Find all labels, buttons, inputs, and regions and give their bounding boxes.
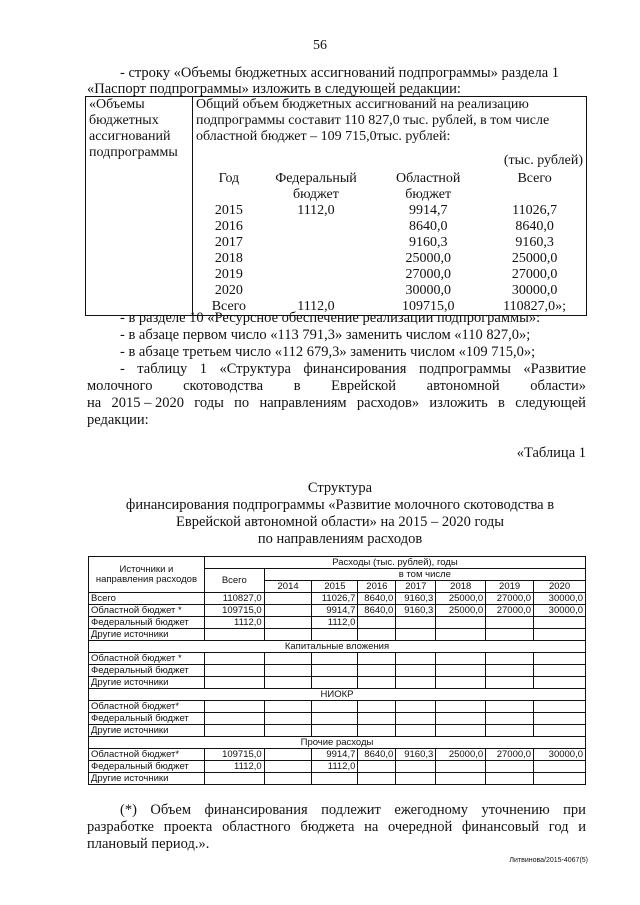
value-cell <box>264 665 312 677</box>
table-row <box>89 761 586 773</box>
word: - <box>120 361 125 377</box>
year-header: 2017 <box>396 581 436 593</box>
value-cell <box>486 761 534 773</box>
table-label: «Таблица 1 <box>516 445 586 461</box>
word: направлениям <box>259 395 347 411</box>
value-cell <box>358 761 396 773</box>
row-label: Федеральный бюджет <box>89 713 205 725</box>
value-cell <box>204 713 264 725</box>
word: «Развитие <box>523 361 586 377</box>
value-cell <box>534 761 586 773</box>
word: 2015 – 2020 <box>111 395 184 411</box>
word: в <box>498 395 505 411</box>
value-cell <box>534 701 586 713</box>
header-expenses: Расходы (тыс. рублей), годы <box>204 557 585 569</box>
word: бюджета <box>300 819 355 835</box>
passport-table <box>85 96 587 316</box>
value-cell: 9914,7 <box>312 605 358 617</box>
word: очередной <box>387 819 453 835</box>
passport-text-line: подпрограммы составит 110 827,0 тыс. рублей, в том числе <box>196 113 550 128</box>
passport-right-cell <box>193 97 587 316</box>
value-cell: 109715,0 <box>204 749 264 761</box>
change-line-5 <box>87 378 586 395</box>
passport-cell: 8640,0 <box>408 219 448 234</box>
value-cell <box>358 665 396 677</box>
word: год <box>548 819 569 835</box>
word: Объем <box>150 802 192 818</box>
value-cell <box>396 761 436 773</box>
table-row <box>89 677 586 689</box>
value-cell <box>312 773 358 785</box>
value-cell: 27000,0 <box>486 593 534 605</box>
value-cell <box>486 617 534 629</box>
value-cell: 9160,3 <box>396 605 436 617</box>
value-cell <box>486 725 534 737</box>
passport-cell: 110827,0»; <box>503 299 567 314</box>
passport-cell: 30000,0 <box>405 283 451 298</box>
value-cell <box>534 653 586 665</box>
value-cell <box>264 713 312 725</box>
value-cell <box>396 713 436 725</box>
table-row <box>89 629 586 641</box>
title-line-4: по направлениям расходов <box>257 531 423 547</box>
section-other: Прочие расходы <box>89 737 586 749</box>
passport-cell: 1112,0 <box>297 203 335 218</box>
row-label: Федеральный бюджет <box>89 617 205 629</box>
value-cell <box>312 665 358 677</box>
value-cell <box>436 701 486 713</box>
passport-row <box>196 219 583 235</box>
change-line-6 <box>87 395 586 412</box>
value-cell: 11026,7 <box>312 593 358 605</box>
word: ежегодному <box>394 802 469 818</box>
word: «Структура <box>219 361 291 377</box>
value-cell <box>436 773 486 785</box>
value-cell <box>264 749 312 761</box>
passport-unit: (тыс. рублей) <box>503 153 583 168</box>
word: молочного <box>87 378 153 394</box>
change-line-2: - в абзаце первом число «113 791,3» заменить числом «110 827,0»; <box>120 327 531 343</box>
value-cell: 9160,3 <box>396 749 436 761</box>
value-cell <box>396 701 436 713</box>
value-cell <box>312 701 358 713</box>
word: разработке <box>87 819 154 835</box>
value-cell <box>264 593 312 605</box>
passport-left-line: бюджетных <box>89 113 159 128</box>
passport-cell <box>262 251 370 267</box>
value-cell <box>534 773 586 785</box>
passport-cell: 2018 <box>214 251 243 266</box>
word: таблицу <box>137 361 188 377</box>
footnote-line-1 <box>120 802 586 819</box>
value-cell <box>358 713 396 725</box>
passport-row <box>196 283 583 299</box>
value-cell <box>534 677 586 689</box>
value-cell <box>436 677 486 689</box>
value-cell <box>486 713 534 725</box>
value-cell: 1112,0 <box>204 617 264 629</box>
value-cell <box>534 629 586 641</box>
value-cell <box>396 653 436 665</box>
passport-row <box>196 203 583 219</box>
passport-cell <box>262 235 370 251</box>
year-header: 2014 <box>264 581 312 593</box>
year-header: 2018 <box>436 581 486 593</box>
value-cell <box>396 629 436 641</box>
passport-cell: 2019 <box>214 267 243 282</box>
value-cell <box>264 773 312 785</box>
value-cell <box>264 761 312 773</box>
value-cell: 1112,0 <box>312 617 358 629</box>
value-cell: 8640,0 <box>358 593 396 605</box>
word: (*) <box>120 802 137 818</box>
value-cell <box>486 665 534 677</box>
row-label: Другие источники <box>89 677 205 689</box>
passport-left-line: «Объемы <box>89 97 145 112</box>
value-cell: 9160,3 <box>396 593 436 605</box>
value-cell: 1112,0 <box>204 761 264 773</box>
change-line-7: редакции: <box>87 412 149 428</box>
value-cell <box>358 701 396 713</box>
table-row <box>89 713 586 725</box>
value-cell <box>264 605 312 617</box>
value-cell <box>312 629 358 641</box>
year-header: 2015 <box>312 581 358 593</box>
value-cell <box>358 773 396 785</box>
table-row <box>89 773 586 785</box>
value-cell <box>436 629 486 641</box>
passport-cell <box>262 219 370 235</box>
value-cell <box>534 725 586 737</box>
value-cell <box>436 665 486 677</box>
value-cell <box>436 761 486 773</box>
passport-row <box>196 251 583 267</box>
value-cell <box>396 677 436 689</box>
intro-line-1: - строку «Объемы бюджетных ассигнований подпрограммы» раздела 1 <box>120 65 560 81</box>
word: подпрограммы <box>418 361 511 377</box>
passport-inner-table <box>196 171 583 315</box>
value-cell <box>436 653 486 665</box>
value-cell <box>204 665 264 677</box>
footnote-line-2 <box>87 819 586 836</box>
change-line-4 <box>120 361 586 378</box>
passport-cell <box>262 283 370 299</box>
value-cell <box>534 617 586 629</box>
value-cell <box>358 629 396 641</box>
value-cell <box>358 677 396 689</box>
value-cell <box>358 653 396 665</box>
value-cell: 25000,0 <box>436 749 486 761</box>
passport-cell: 30000,0 <box>511 283 558 298</box>
passport-header: бюджет <box>405 187 452 202</box>
passport-header: Год <box>218 171 240 186</box>
row-label: Другие источники <box>89 629 205 641</box>
value-cell <box>204 701 264 713</box>
row-label: Областной бюджет * <box>89 653 205 665</box>
value-cell <box>312 677 358 689</box>
title-line-2: финансирования подпрограммы «Развитие молочного скотоводства в <box>125 497 555 513</box>
value-cell: 27000,0 <box>486 749 534 761</box>
value-cell: 110827,0 <box>204 593 264 605</box>
value-cell <box>264 701 312 713</box>
value-cell <box>486 701 534 713</box>
value-cell <box>264 629 312 641</box>
row-label: Федеральный бюджет <box>89 665 205 677</box>
value-cell: 8640,0 <box>358 605 396 617</box>
structure-table <box>88 556 586 785</box>
table-row <box>89 749 586 761</box>
value-cell <box>486 677 534 689</box>
passport-left-line: подпрограммы <box>89 145 178 160</box>
word: Еврейской <box>331 378 397 394</box>
word: и <box>578 819 586 835</box>
value-cell <box>436 713 486 725</box>
value-cell <box>204 653 264 665</box>
passport-cell: 109715,0 <box>401 299 455 314</box>
word: автономной <box>426 378 500 394</box>
value-cell: 25000,0 <box>436 605 486 617</box>
value-cell <box>396 725 436 737</box>
year-header: 2020 <box>534 581 586 593</box>
value-cell <box>358 725 396 737</box>
passport-left-cell <box>86 97 193 316</box>
passport-cell: 2015 <box>214 203 243 218</box>
passport-cell: 2020 <box>214 283 243 298</box>
value-cell <box>358 617 396 629</box>
word: финансирования <box>303 361 407 377</box>
value-cell <box>204 629 264 641</box>
passport-cell: 1112,0 <box>297 299 335 314</box>
passport-cell: 27000,0 <box>511 267 558 282</box>
page-number: 56 <box>313 38 327 53</box>
value-cell: 27000,0 <box>486 605 534 617</box>
year-header: 2019 <box>486 581 534 593</box>
value-cell: 8640,0 <box>358 749 396 761</box>
passport-cell: 27000,0 <box>405 267 451 282</box>
passport-cell <box>262 267 370 283</box>
passport-cell: Всего <box>211 299 247 314</box>
value-cell <box>312 713 358 725</box>
title-line-1: Структура <box>307 480 373 496</box>
value-cell: 30000,0 <box>534 605 586 617</box>
value-cell <box>534 665 586 677</box>
passport-cell: 9160,3 <box>515 235 554 250</box>
value-cell <box>486 629 534 641</box>
value-cell <box>486 773 534 785</box>
document-code: Литвинова/2015-4067(5) <box>509 857 588 864</box>
year-header: 2016 <box>358 581 396 593</box>
value-cell <box>204 725 264 737</box>
section-niokr: НИОКР <box>89 689 586 701</box>
value-cell <box>436 617 486 629</box>
value-cell <box>436 725 486 737</box>
row-label: Другие источники <box>89 725 205 737</box>
passport-cell: 9914,7 <box>408 203 448 218</box>
table-row <box>89 725 586 737</box>
row-label: Федеральный бюджет <box>89 761 205 773</box>
passport-cell: 8640,0 <box>515 219 554 234</box>
word: проекта <box>163 819 213 835</box>
value-cell: 30000,0 <box>534 749 586 761</box>
passport-header: Областной <box>395 171 461 186</box>
change-line-1: - в разделе 10 «Ресурсное обеспечение реализации подпрограммы»: <box>120 310 541 326</box>
passport-row <box>196 235 583 251</box>
value-cell <box>204 773 264 785</box>
title-line-3: Еврейской автономной области» на 2015 – 2020 годы <box>176 514 504 530</box>
value-cell: 9914,7 <box>312 749 358 761</box>
value-cell <box>534 713 586 725</box>
word: скотоводства <box>183 378 264 394</box>
value-cell <box>396 773 436 785</box>
passport-header: бюджет <box>293 187 339 202</box>
word: уточнению <box>481 802 550 818</box>
value-cell <box>264 677 312 689</box>
word: годы <box>194 395 224 411</box>
passport-header: Федеральный <box>275 171 357 186</box>
table-row <box>89 701 586 713</box>
intro-line-2: «Паспорт подпрограммы» изложить в следующей редакции: <box>87 81 461 97</box>
word: области» <box>530 378 586 394</box>
passport-cell: 25000,0 <box>511 251 558 266</box>
passport-row <box>196 267 583 283</box>
passport-text-line: Общий объем бюджетных ассигнований на реализацию <box>196 97 529 112</box>
table-row <box>89 605 586 617</box>
word: по <box>234 395 250 411</box>
value-cell <box>204 677 264 689</box>
row-label: Областной бюджет * <box>89 605 205 617</box>
passport-cell: 2017 <box>214 235 243 250</box>
header-source: Источники и направления расходов <box>89 557 205 593</box>
value-cell <box>312 653 358 665</box>
value-cell <box>264 617 312 629</box>
table-row <box>89 665 586 677</box>
value-cell <box>396 617 436 629</box>
passport-header: Всего <box>517 171 552 186</box>
table-row <box>89 593 586 605</box>
word: в <box>293 378 301 394</box>
value-cell: 30000,0 <box>534 593 586 605</box>
row-label: Другие источники <box>89 773 205 785</box>
change-line-3: - в абзаце третьем число «112 679,3» заменить числом «109 715,0»; <box>120 344 536 360</box>
word: подлежит <box>321 802 381 818</box>
value-cell <box>264 653 312 665</box>
footnote-line-3: плановый период.». <box>87 836 210 852</box>
word: финансовый <box>461 819 540 835</box>
value-cell: 109715,0 <box>204 605 264 617</box>
word: расходов» <box>356 395 420 411</box>
header-incl: в том числе <box>264 569 585 581</box>
passport-cell: 2016 <box>214 219 243 234</box>
word: следующей <box>515 395 586 411</box>
passport-cell: 11026,7 <box>512 203 558 218</box>
value-cell <box>264 725 312 737</box>
row-label: Областной бюджет* <box>89 749 205 761</box>
word: на <box>364 819 379 835</box>
word: финансирования <box>204 802 308 818</box>
word: изложить <box>429 395 488 411</box>
value-cell: 1112,0 <box>312 761 358 773</box>
value-cell: 25000,0 <box>436 593 486 605</box>
row-label: Всего <box>89 593 205 605</box>
table-row <box>89 617 586 629</box>
value-cell <box>396 665 436 677</box>
word: областного <box>222 819 291 835</box>
word: при <box>563 802 586 818</box>
word: 1 <box>199 361 207 377</box>
section-capital: Капитальные вложения <box>89 641 586 653</box>
passport-cell: 25000,0 <box>405 251 451 266</box>
table-row <box>89 653 586 665</box>
header-total: Всего <box>204 569 264 593</box>
passport-left-line: ассигнований <box>89 129 171 144</box>
word: на <box>87 395 102 411</box>
value-cell <box>312 725 358 737</box>
row-label: Областной бюджет* <box>89 701 205 713</box>
passport-text-line: областной бюджет – 109 715,0тыс. рублей: <box>196 129 451 144</box>
passport-cell: 9160,3 <box>408 235 448 250</box>
value-cell <box>486 653 534 665</box>
